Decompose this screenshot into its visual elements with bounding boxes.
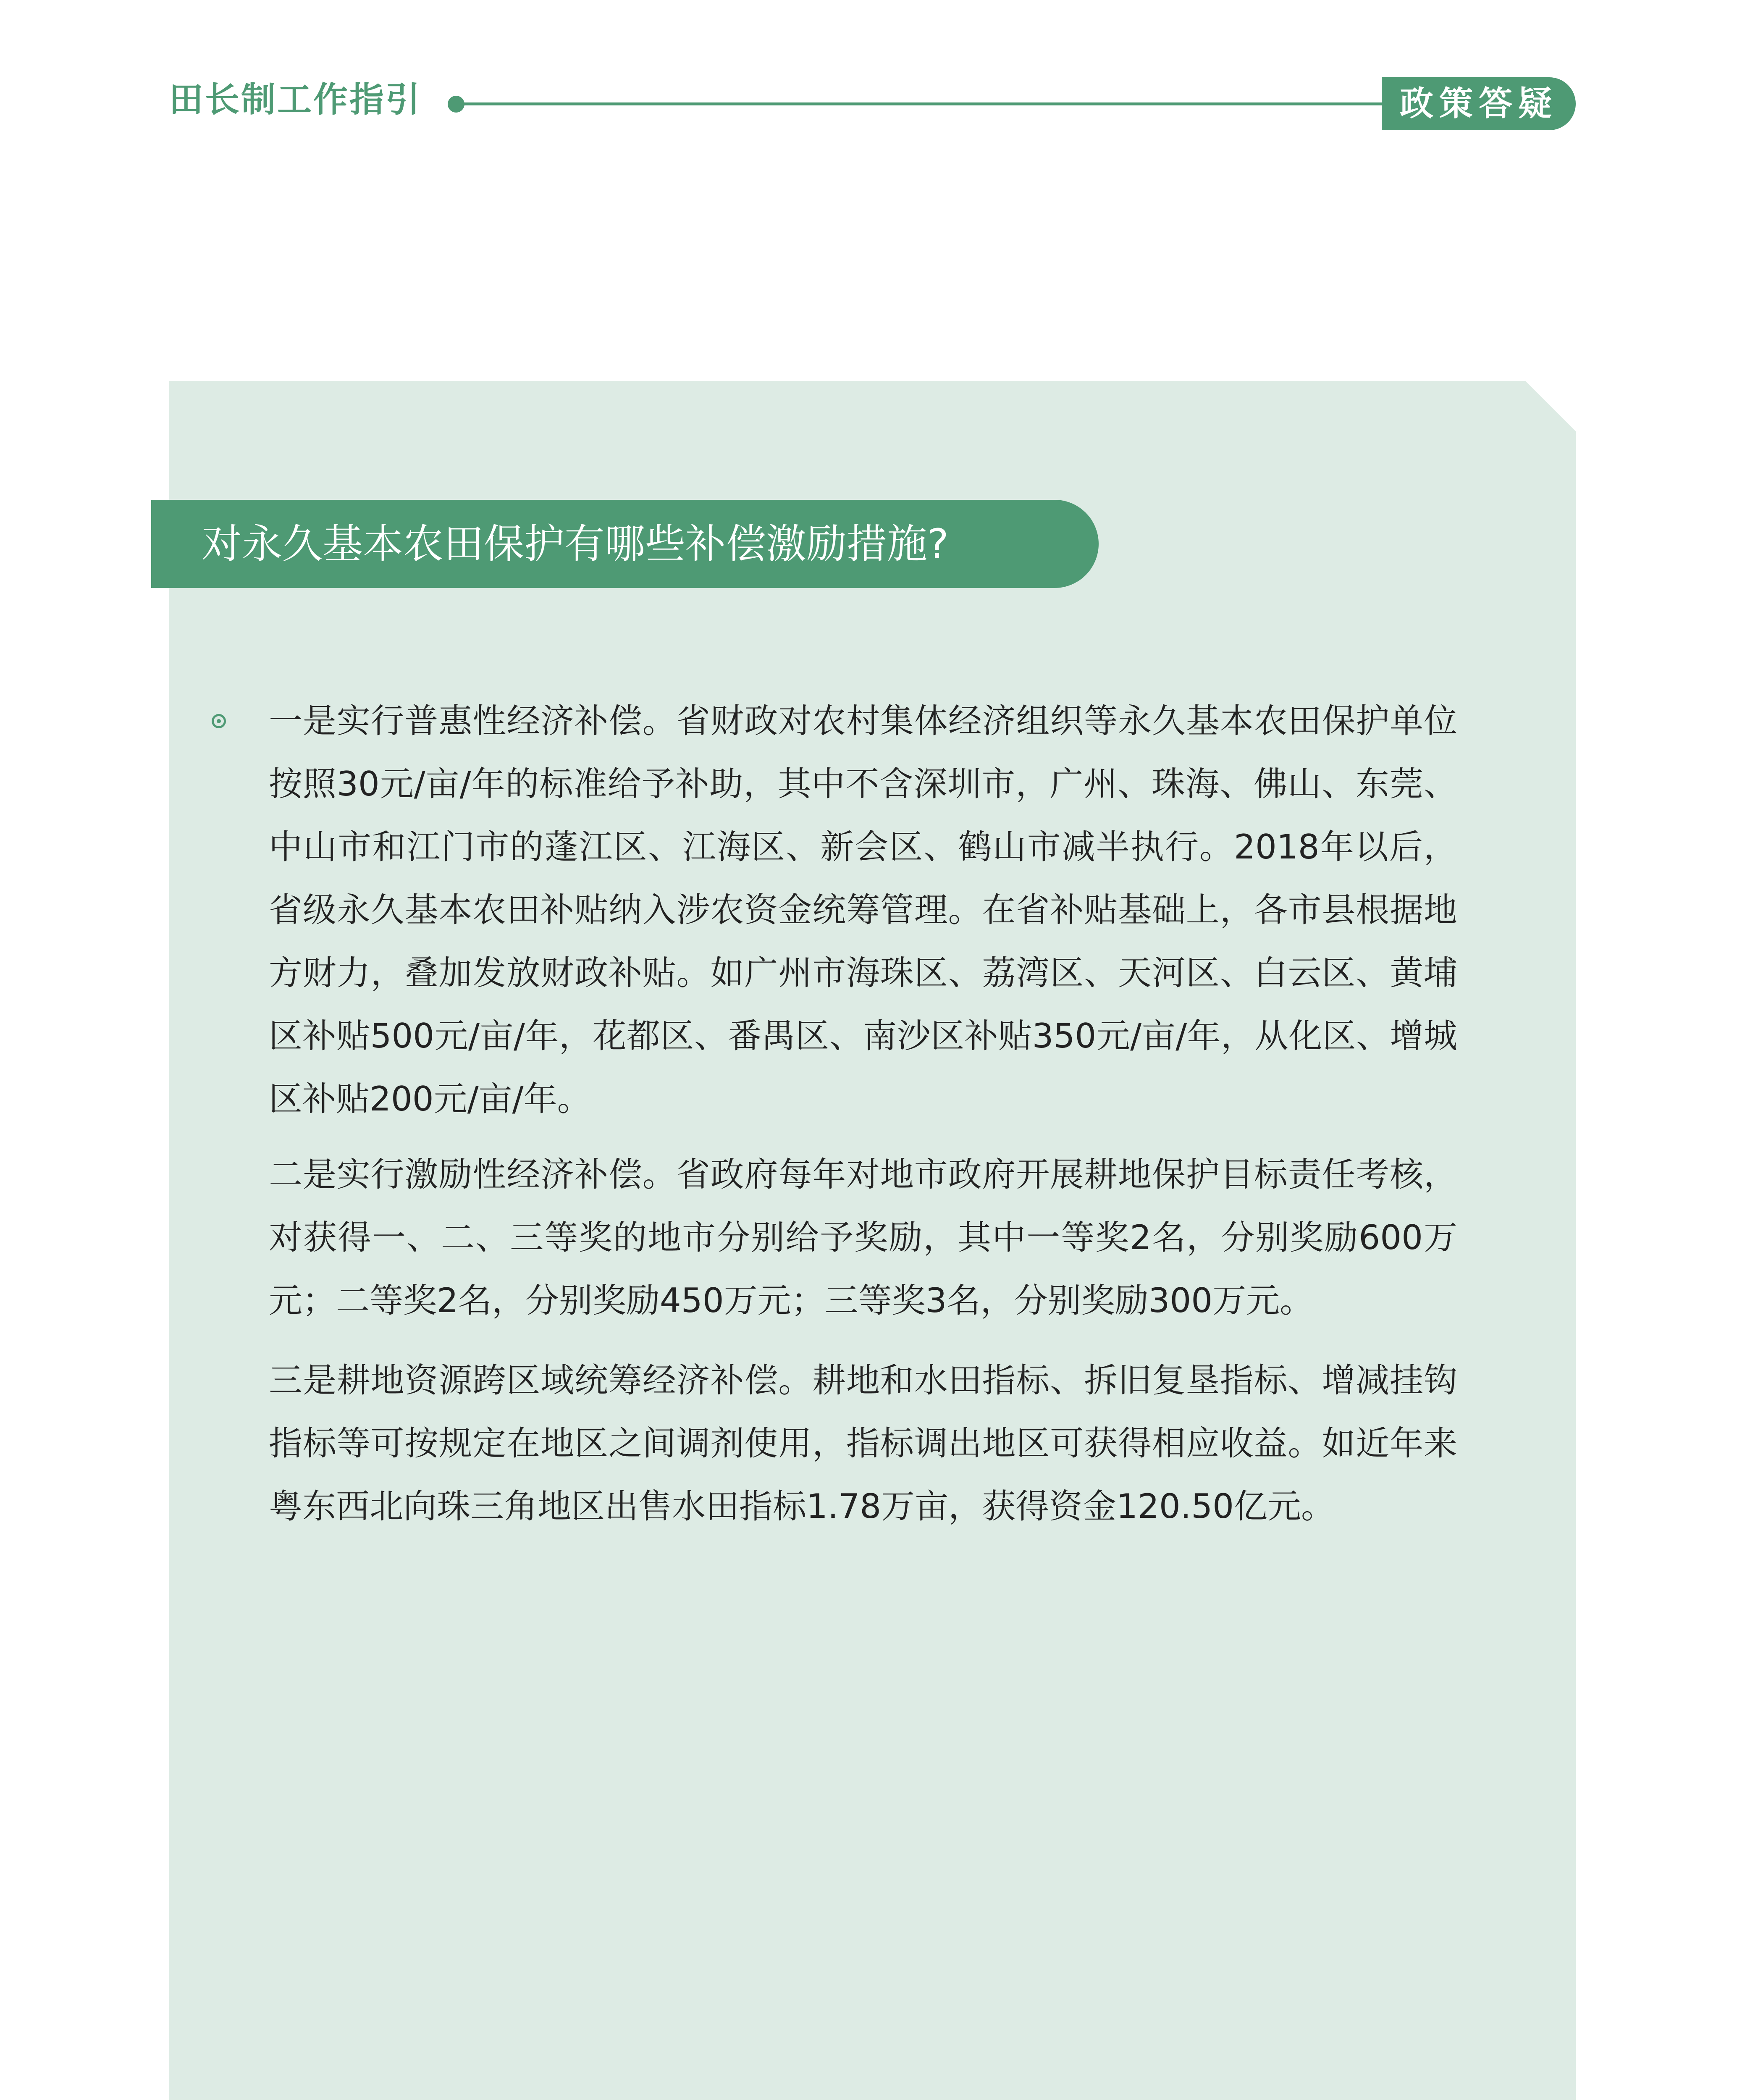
section-badge: 政策答疑: [1382, 77, 1576, 130]
paragraph-universal-compensation: 一是实行普惠性经济补偿。省财政对农村集体经济组织等永久基本农田保护单位按照30元/亩/年的标准给予补助，其中不含深圳市，广州、珠海、佛山、东莞、中山市和江门市的蓬江区、江海区、新会区、鹤山市减半执行。2018年以后，省级永久基本农田补贴纳入涉农资金统筹管理。在省补贴基础上，各市县根据地方财力，叠加发放财政补贴。如广州市海珠区、荔湾区、天河区、白云区、黄埔区补贴500元/亩/年，花都区、番禺区、南沙区补贴350元/亩/年，从化区、增城区补贴200元/亩/年。: [269, 701, 1457, 1118]
header-divider: [458, 102, 1394, 105]
paragraph-incentive-compensation: 二是实行激励性经济补偿。省政府每年对地市政府开展耕地保护目标责任考核，对获得一、二、三等奖的地市分别给予奖励，其中一等奖2名，分别奖励600万元；二等奖2名，分别奖励450万元；三等奖3名，分别奖励300万元。: [269, 1155, 1457, 1320]
header-title: 田长制工作指引: [169, 80, 422, 120]
bullet-circle-icon: [212, 714, 226, 728]
question-banner: [151, 500, 1099, 588]
paragraph-cross-region-compensation: 三是耕地资源跨区域统筹经济补偿。耕地和水田指标、拆旧复垦指标、增减挂钩指标等可按规定在地区之间调剂使用，指标调出地区可获得相应收益。如近年来粤东西北向珠三角地区出售水田指标1.78万亩，获得资金120.50亿元。: [269, 1361, 1457, 1526]
question-title: 对永久基本农田保护有哪些补偿激励措施?: [202, 520, 949, 567]
